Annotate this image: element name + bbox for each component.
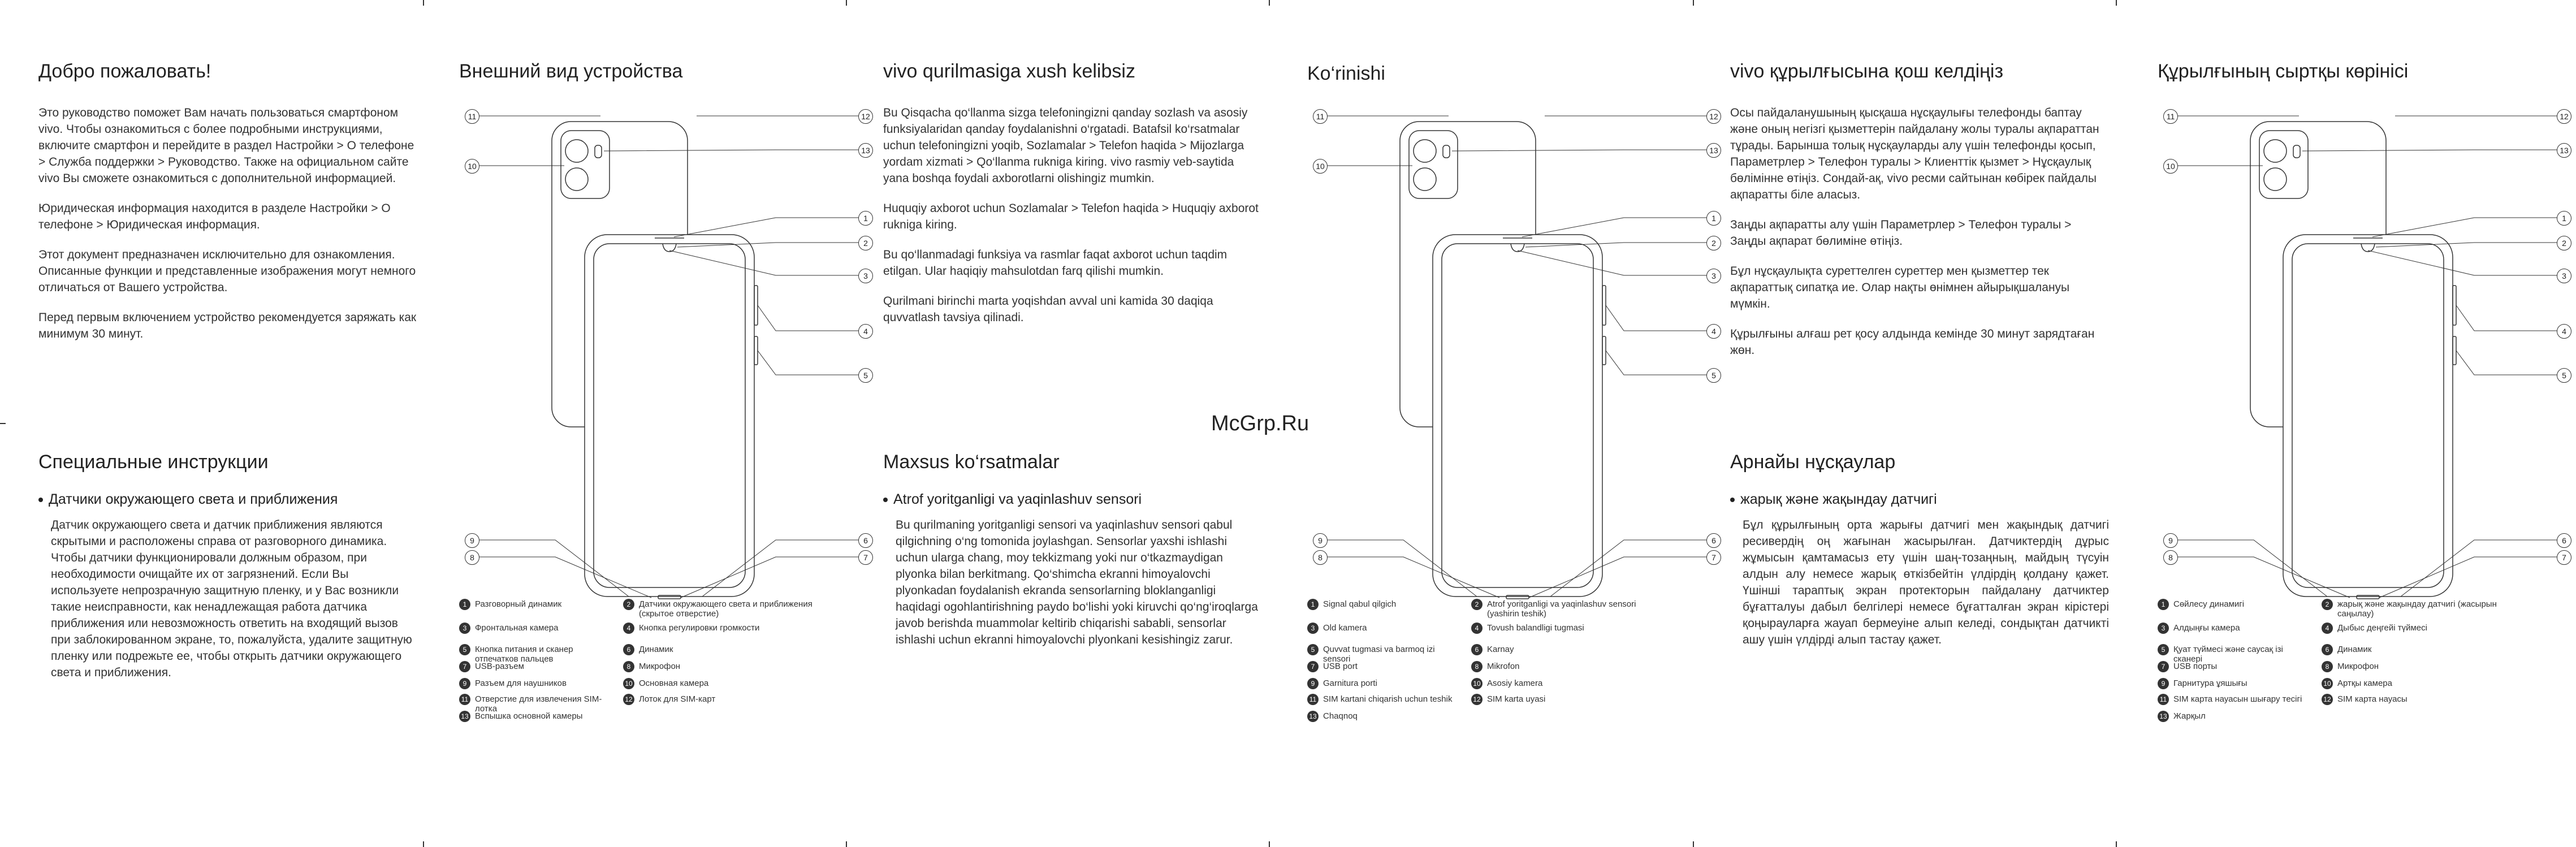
legend-item — [2322, 645, 2514, 655]
legend-item — [459, 599, 615, 610]
legend-number: 8 — [2322, 661, 2333, 672]
legend-item — [623, 679, 815, 689]
ru-sensor-text: Датчик окружающего света и датчик приближения являются скрытыми и расположены справа от разговорного динамика. Чтобы датчики функционировали должным образом, при необходимости очищайте их от загрязнений. Если Вы используете непрозрачную защитную пленку, и у Вас возникли такие неисправности, как ненадлежащая работа датчика приближения или невозможность ответить на входящий вызов при заблокированном экране, то, пожалуйста, удалите защитную пленку или подрежьте ее, чтобы открыть датчики окружающего света и приближения. — [51, 518, 412, 679]
legend-number: 9 — [2158, 678, 2169, 689]
uz-special-title: Maxsus ko‘rsatmalar — [883, 451, 1060, 473]
legend-number: 1 — [2158, 599, 2169, 610]
callout-number: 1 — [1706, 211, 1721, 226]
legend-number: 8 — [1471, 661, 1483, 672]
kk-device-diagram — [2158, 60, 2576, 772]
callout-number: 1 — [2557, 211, 2571, 226]
ru-sensor-bullet-label: Датчики окружающего света и приближения — [49, 491, 338, 507]
legend-number: 12 — [1471, 694, 1483, 705]
legend-number: 5 — [1307, 644, 1319, 655]
ru-special-title: Специальные инструкции — [38, 451, 269, 473]
legend-item — [1307, 662, 1463, 672]
callout-number: 5 — [2557, 368, 2571, 383]
legend-text: Karnay — [1487, 645, 1514, 654]
legend-number: 7 — [459, 661, 470, 672]
legend-number: 4 — [1471, 623, 1483, 634]
legend-item — [1307, 711, 1463, 722]
callout-line — [2372, 218, 2564, 237]
callout-line — [2456, 351, 2564, 375]
legend-item — [2322, 694, 2514, 705]
legend-number: 2 — [623, 599, 634, 610]
phone-front-outline — [1433, 235, 1602, 597]
legend-item — [459, 662, 615, 672]
kk-sensor-text: Бұл құрылғының орта жарығы датчигі мен жақындық датчигі ресивердің оң жағынан жасырылған. Датчиктердің дұрыс жұмысын қамтамасыз ету үшін шаң-тозаңның, майдың түсуін алдын алу немесе жарық өткізбейтін үлдірдің қолдану қажет. Үшінші тараптық экран протекторын пайдалану датчиктер бұғатталуы дабыл белгілері немесе бұғатталған экран кірістері қоңырауларға жауап бермеуіне алып келеді, сондықтан датчикті ашу үшін үлдірді алып тастау қажет. — [1743, 518, 2109, 646]
legend-number: 10 — [1471, 678, 1483, 689]
callout-line — [604, 150, 865, 151]
legend-number: 11 — [2158, 694, 2169, 705]
legend-text: Жарқыл — [2173, 711, 2206, 721]
callout-number: 13 — [1706, 143, 1721, 158]
callout-number: 7 — [2557, 550, 2571, 565]
legend-item — [2322, 679, 2514, 689]
legend-item — [2158, 645, 2313, 664]
callout-number: 2 — [2557, 236, 2571, 250]
callout-number: 6 — [1706, 533, 1721, 548]
kk-welcome-title: vivo құрылғысына қош келдіңіз — [1730, 60, 2004, 82]
legend-text: Отверстие для извлечения SIM-лотка — [475, 694, 602, 714]
legend-item — [623, 623, 815, 634]
legend-item — [2322, 662, 2514, 672]
legend-number: 3 — [459, 623, 470, 634]
legend-text: Mikrofon — [1487, 662, 1520, 671]
legend-text: USB-разъем — [475, 662, 524, 671]
legend-item — [1471, 599, 1663, 619]
legend-text: жарық және жақындау датчигі (жасырын саңылау) — [2337, 599, 2497, 619]
legend-number: 9 — [1307, 678, 1319, 689]
legend-item — [1471, 662, 1663, 672]
legend-item — [1307, 623, 1463, 634]
uz-special-section — [883, 451, 1262, 662]
legend-number: 1 — [459, 599, 470, 610]
power-button — [2453, 336, 2456, 365]
legend-text: Динамик — [639, 645, 673, 654]
callout-line — [2456, 305, 2564, 331]
ru-sensor-bullet — [38, 491, 417, 508]
ru-welcome-p3: Этот документ предназначен исключительно для ознакомления. Описанные функции и представленные изображения могут немного отличаться от Вашего устройства. — [38, 248, 416, 295]
legend-item — [459, 694, 615, 714]
legend-number: 6 — [2322, 644, 2333, 655]
legend-item — [1307, 679, 1463, 689]
legend-text: Қуат түймесі және саусақ ізі сканері — [2173, 645, 2283, 664]
callout-number: 5 — [858, 368, 873, 383]
callout-number: 3 — [2557, 269, 2571, 283]
callout-line — [1452, 150, 1713, 151]
legend-number: 11 — [1307, 694, 1319, 705]
crop-mark — [2116, 841, 2117, 847]
secondary-camera-lens — [2264, 168, 2287, 191]
camera-module-outline — [1409, 131, 1458, 198]
legend-item — [1471, 694, 1663, 705]
callout-number: 13 — [858, 143, 873, 158]
crop-mark — [423, 841, 424, 847]
legend-text: Лоток для SIM-карт — [639, 694, 716, 704]
legend-number: 10 — [623, 678, 634, 689]
crop-mark — [846, 841, 847, 847]
crop-mark — [0, 423, 6, 424]
flash-icon — [1443, 145, 1450, 158]
legend-item — [1471, 623, 1663, 634]
callout-line — [674, 218, 865, 237]
kk-special-title: Арнайы нұсқаулар — [1730, 451, 1896, 473]
uz-welcome-p4: Qurilmani birinchi marta yoqishdan avval uni kamida 30 daqiqa quvvatlash tavsiya qilinadi. — [883, 295, 1213, 325]
legend-item — [1307, 645, 1463, 664]
legend-text: SIM kartani chiqarish uchun teshik — [1323, 694, 1453, 704]
legend-number: 13 — [1307, 711, 1319, 722]
phone-drawing — [459, 99, 878, 642]
legend-item — [2158, 711, 2313, 722]
uz-appearance-title: Ko‘rinishi — [1307, 63, 1385, 84]
legend-number: 6 — [623, 644, 634, 655]
legend-number: 11 — [459, 694, 470, 705]
legend-item — [459, 645, 615, 664]
volume-button — [1602, 286, 1606, 325]
legend-item — [459, 711, 615, 722]
legend-text: Вспышка основной камеры — [475, 711, 583, 721]
legend-text: Микрофон — [2337, 662, 2379, 671]
callout-number: 13 — [2557, 143, 2571, 158]
crop-mark — [423, 0, 424, 6]
secondary-camera-lens — [565, 168, 588, 191]
legend-item — [623, 694, 815, 705]
legend-item — [1471, 645, 1663, 655]
callout-number: 6 — [2557, 533, 2571, 548]
phone-drawing — [1307, 99, 1726, 642]
legend-item — [1307, 599, 1463, 610]
legend-item — [2322, 599, 2514, 619]
legend-text: Кнопка питания и сканер отпечатков пальцев — [475, 645, 573, 664]
callout-number: 4 — [1706, 324, 1721, 339]
callout-line — [1522, 218, 1713, 237]
power-button — [1602, 336, 1606, 365]
crop-mark — [1269, 841, 1270, 847]
ru-special-section — [38, 451, 417, 694]
legend-number: 3 — [1307, 623, 1319, 634]
legend-text: Микрофон — [639, 662, 681, 671]
main-camera-lens — [565, 140, 588, 162]
flash-icon — [595, 145, 602, 158]
phone-front-outline — [2283, 235, 2453, 597]
legend-item — [2158, 662, 2313, 672]
legend-item — [1307, 694, 1463, 705]
uz-device-diagram — [1307, 63, 1726, 772]
callout-number: 2 — [1706, 236, 1721, 250]
callout-number: 4 — [2557, 324, 2571, 339]
legend-number: 2 — [1471, 599, 1483, 610]
main-camera-lens — [1414, 140, 1436, 162]
ru-welcome-title: Добро пожаловать! — [38, 60, 211, 82]
legend-item — [2158, 623, 2313, 634]
callout-number: 6 — [858, 533, 873, 548]
uz-welcome-p3: Bu qo‘llanmadagi funksiya va rasmlar faqat axborot uchun taqdim etilgan. Ular haqiqiy mahsulotdan farq qilishi mumkin. — [883, 248, 1228, 278]
uz-welcome-section — [883, 61, 1262, 339]
legend-item — [2158, 679, 2313, 689]
legend-text: Сөйлесу динамигі — [2173, 599, 2245, 609]
callout-number: 11 — [2163, 109, 2178, 124]
callout-number: 12 — [1706, 109, 1721, 124]
phone-front-outline — [585, 235, 754, 597]
kk-welcome-p2: Заңды ақпаратты алу үшін Параметрлер > Телефон туралы > Заңды ақпарат бөлиміне өтіңіз. — [1730, 218, 2072, 248]
ru-device-diagram — [459, 60, 878, 772]
legend-number: 4 — [623, 623, 634, 634]
uz-welcome-p2: Huquqiy axborot uchun Sozlamalar > Telefon haqida > Huquqiy axborot rukniga kiring. — [883, 202, 1259, 232]
legend-text: Разъем для наушников — [475, 679, 567, 688]
callout-number: 11 — [465, 109, 479, 124]
legend-text: USB порты — [2173, 662, 2218, 671]
legend-text: Алдыңғы камера — [2173, 623, 2240, 633]
bullet-dot-icon — [883, 498, 888, 502]
legend-text: Разговорный динамик — [475, 599, 562, 609]
callout-number: 2 — [858, 236, 873, 250]
legend-text: Asosiy kamera — [1487, 679, 1543, 688]
legend-text: Tovush balandligi tugmasi — [1487, 623, 1584, 633]
legend-number: 1 — [1307, 599, 1319, 610]
kk-sensor-bullet-label: жарық және жақындау датчигі — [1740, 491, 1937, 507]
callout-line — [2302, 150, 2564, 151]
power-button — [754, 336, 758, 365]
callout-line — [1606, 351, 1713, 375]
main-camera-lens — [2264, 140, 2287, 162]
ru-appearance-title: Внешний вид устройства — [459, 60, 683, 82]
legend-text: SIM karta uyasi — [1487, 694, 1546, 704]
crop-mark — [2116, 0, 2117, 6]
callout-number: 10 — [1313, 159, 1328, 174]
legend-text: Артқы камера — [2337, 679, 2392, 688]
callout-number: 7 — [1706, 550, 1721, 565]
legend-item — [459, 623, 615, 634]
legend-number: 13 — [2158, 711, 2169, 722]
legend-number: 8 — [623, 661, 634, 672]
callout-number: 8 — [2163, 550, 2178, 565]
legend-item — [623, 662, 815, 672]
legend-text: Atrof yoritganligi va yaqinlashuv sensori (yashirin teshik) — [1487, 599, 1636, 619]
legend-text: SIM карта науасын шығару тесігі — [2173, 694, 2302, 704]
legend-number: 12 — [623, 694, 634, 705]
callout-number: 3 — [1706, 269, 1721, 283]
legend-item — [1471, 679, 1663, 689]
legend-item — [2322, 623, 2514, 634]
camera-module-outline — [2259, 131, 2308, 198]
ru-welcome-p4: Перед первым включением устройство рекомендуется заряжать как минимум 30 минут. — [38, 311, 417, 341]
legend-item — [2158, 694, 2313, 705]
legend-text: Old kamera — [1323, 623, 1367, 633]
crop-mark — [1693, 841, 1694, 847]
crop-mark — [1693, 0, 1694, 6]
callout-number: 1 — [858, 211, 873, 226]
legend-number: 12 — [2322, 694, 2333, 705]
phone-drawing — [2158, 99, 2576, 642]
kk-special-section — [1730, 451, 2109, 662]
legend-item — [623, 645, 815, 655]
crop-mark — [846, 0, 847, 6]
callout-number: 5 — [1706, 368, 1721, 383]
legend-text: Основная камера — [639, 679, 709, 688]
callout-number: 8 — [1313, 550, 1328, 565]
camera-module-outline — [561, 131, 610, 198]
legend-number: 3 — [2158, 623, 2169, 634]
kk-welcome-section — [1730, 61, 2109, 372]
legend-item — [2158, 599, 2313, 610]
callout-number: 7 — [858, 550, 873, 565]
callout-line — [758, 351, 865, 375]
uz-sensor-bullet — [883, 491, 1262, 508]
legend-text: Garnitura porti — [1323, 679, 1377, 688]
callout-number: 10 — [465, 159, 479, 174]
legend-number: 9 — [459, 678, 470, 689]
kk-welcome-p4: Құрылғыны алғаш рет қосу алдында кемінде 30 минут зарядтаған жөн. — [1730, 327, 2095, 357]
uz-sensor-bullet-label: Atrof yoritganligi va yaqinlashuv sensori — [893, 491, 1142, 507]
callout-number: 9 — [465, 533, 479, 548]
ru-welcome-p1: Это руководство поможет Вам начать пользоваться смартфоном vivo. Чтобы ознакомиться с более подробными инструкциями, включите смартфон и перейдите в раздел Настройки > О телефоне > Служба поддержки > Руководство. Также на официальном сайте vivo Вы сможете ознакомиться с дополнительной информацией. — [38, 106, 414, 185]
bullet-dot-icon — [38, 498, 43, 502]
legend-number: 7 — [1307, 661, 1319, 672]
flash-icon — [2293, 145, 2300, 158]
legend-text: Chaqnoq — [1323, 711, 1358, 721]
callout-number: 3 — [858, 269, 873, 283]
callout-number: 11 — [1313, 109, 1328, 124]
callout-number: 10 — [2163, 159, 2178, 174]
legend-number: 13 — [459, 711, 470, 722]
legend-number: 5 — [459, 644, 470, 655]
legend-text: Quvvat tugmasi va barmoq izi sensori — [1323, 645, 1435, 664]
legend-text: Дыбыс деңгейі түймесі — [2337, 623, 2427, 633]
callout-number: 4 — [858, 324, 873, 339]
volume-button — [2453, 286, 2456, 325]
callout-number: 12 — [2557, 109, 2571, 124]
legend-text: USB port — [1323, 662, 1358, 671]
legend-text: Фронтальная камера — [475, 623, 559, 633]
ru-welcome-section — [38, 61, 417, 356]
kk-appearance-title: Құрылғының сыртқы көрінісі — [2158, 60, 2409, 82]
callout-line — [758, 305, 865, 331]
callout-number: 12 — [858, 109, 873, 124]
legend-text: Гарнитура ұяшығы — [2173, 679, 2247, 688]
ru-welcome-p2: Юридическая информация находится в разделе Настройки > О телефоне > Юридическая информация. — [38, 202, 391, 232]
uz-sensor-text: Bu qurilmaning yoritganligi sensori va yaqinlashuv sensori qabul qilgichning o‘ng tomonida joylashgan. Sensorlar yaxshi ishlashi uchun ularga chang, moy tekkizmang yoki nur o‘tkazmaydigan plyonka bilan berkitmang. Qo‘shimcha ekranni himoyalovchi plyonkadan foydalanish ekranda sensorlarning bloklanganligi haqidagi ogohlantirishning paydo bo‘lishi yoki kiruvchi qo‘ng‘iroqlarga javob berishda muammolar keltirib chiqarishi sababli, sensorlar ishlashi uchun ekranni himoyalovchi plyonkani kesishingiz zarur. — [896, 518, 1258, 646]
uz-welcome-p1: Bu Qisqacha qo‘llanma sizga telefoningizni qanday sozlash va asosiy funksiyalaridan qanday foydalanishni o‘rgatadi. Batafsil ko‘rsatmalar uchun telefoningizni yoqib, Sozlamalar > Telefon haqida > Mijozlarga yordam xizmati > Qo‘llanma rukniga kiring. vivo rasmiy veb-saytida yana boshqa foydali axborotlarni olishingiz mumkin. — [883, 106, 1248, 185]
crop-mark — [1269, 0, 1270, 6]
legend-number: 2 — [2322, 599, 2333, 610]
callout-number: 8 — [465, 550, 479, 565]
watermark: McGrp.Ru — [1211, 412, 1309, 435]
legend-item — [623, 599, 815, 619]
callout-number: 9 — [2163, 533, 2178, 548]
legend-text: Динамик — [2337, 645, 2372, 654]
kk-welcome-p3: Бұл нұсқаулықта суреттелген суреттер мен қызметтер тек ақпараттық сипатқа ие. Олар нақты өнімнен айырықшалануы мүмкін. — [1730, 265, 2070, 311]
bullet-dot-icon — [1730, 498, 1735, 502]
legend-number: 5 — [2158, 644, 2169, 655]
kk-welcome-p1: Осы пайдаланушының қысқаша нұсқаулығы телефонды баптау және оның негізгі қызметтерін пайдалану жолы туралы ақпараттан тұрады. Барынша толық нұсқауларды алу үшін телефонды қосып, Параметрлер > Телефон туралы > Клиенттік қызмет > Нұсқаулық бөлімінне өтіңіз. Сондай-ақ, vivo ресми сайтынан көбірек пайдалы ақпаратты біле аласыз. — [1730, 106, 2099, 202]
legend-text: SIM карта науасы — [2337, 694, 2408, 704]
volume-button — [754, 286, 758, 325]
legend-item — [459, 679, 615, 689]
legend-number: 4 — [2322, 623, 2333, 634]
legend-number: 7 — [2158, 661, 2169, 672]
legend-text: Датчики окружающего света и приближения (скрытое отверстие) — [639, 599, 812, 619]
uz-welcome-title: vivo qurilmasiga xush kelibsiz — [883, 60, 1135, 82]
kk-sensor-bullet — [1730, 491, 2109, 508]
legend-text: Signal qabul qilgich — [1323, 599, 1397, 609]
callout-number: 9 — [1313, 533, 1328, 548]
legend-number: 10 — [2322, 678, 2333, 689]
callout-line — [1606, 305, 1713, 331]
legend-number: 6 — [1471, 644, 1483, 655]
secondary-camera-lens — [1414, 168, 1436, 191]
legend-text: Кнопка регулировки громкости — [639, 623, 760, 633]
